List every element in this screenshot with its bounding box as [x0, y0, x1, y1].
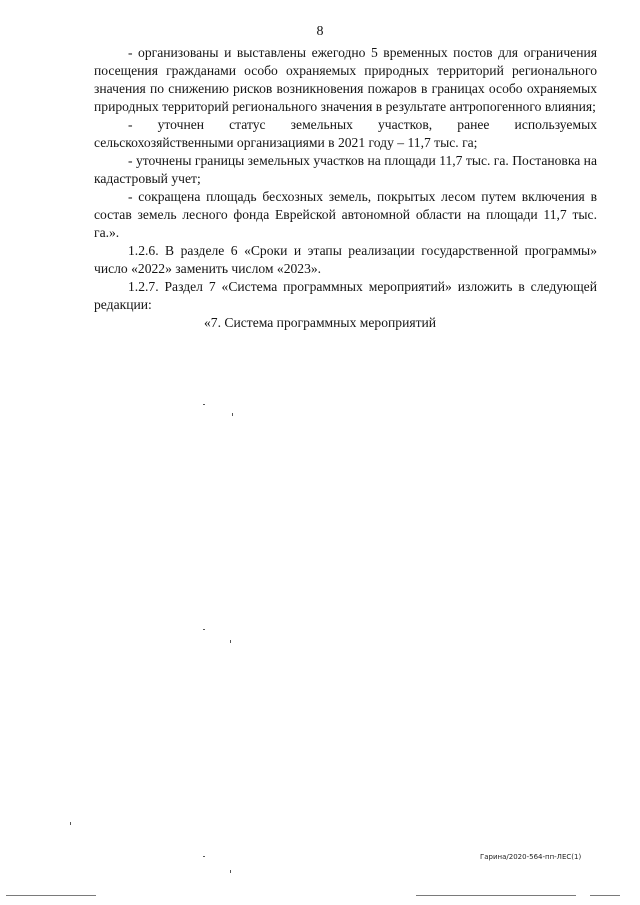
scan-speck [70, 822, 71, 825]
scan-speck [203, 629, 205, 630]
scan-edge-line [6, 895, 96, 896]
footer-document-reference: Гарина/2020-564-пп-ЛЕС(1) [480, 853, 582, 861]
paragraph-section-6-amendment: 1.2.6. В разделе 6 «Сроки и этапы реализации государственной программы» число «2022» заменить числом «2023». [94, 243, 597, 276]
scan-edge-line [416, 895, 576, 896]
scan-speck [203, 404, 205, 405]
paragraph-temporary-posts: - организованы и выставлены ежегодно 5 временных постов для ограничения посещения гражданами особо охраняемых природных территорий регионального значения по снижению рисков возникновения пожаров в границах особо охраняемых природных территорий регионального значения в результате антропогенного влияния; [94, 45, 597, 114]
section-7-heading: «7. Система программных мероприятий [204, 315, 437, 330]
paragraph-land-boundaries: - уточнены границы земельных участков на площади 11,7 тыс. га. Постановка на кадастровый учет; [94, 153, 597, 186]
paragraph-ownerless-land: - сокращена площадь бесхозных земель, покрытых лесом путем включения в состав земель лесного фонда Еврейской автономной области на площади 11,7 тыс. га.». [94, 189, 597, 240]
scan-edge-line [590, 895, 620, 896]
document-body [94, 44, 597, 332]
scan-speck [230, 870, 231, 873]
page-number: 8 [316, 24, 324, 39]
scan-speck [232, 413, 233, 416]
scan-speck [230, 640, 231, 643]
paragraph-section-7-amendment: 1.2.7. Раздел 7 «Система программных мероприятий» изложить в следующей редакции: [94, 279, 597, 312]
scan-speck [203, 856, 205, 857]
paragraph-land-status: - уточнен статус земельных участков, ранее используемых сельскохозяйственными организациями в 2021 году – 11,7 тыс. га; [94, 117, 597, 150]
